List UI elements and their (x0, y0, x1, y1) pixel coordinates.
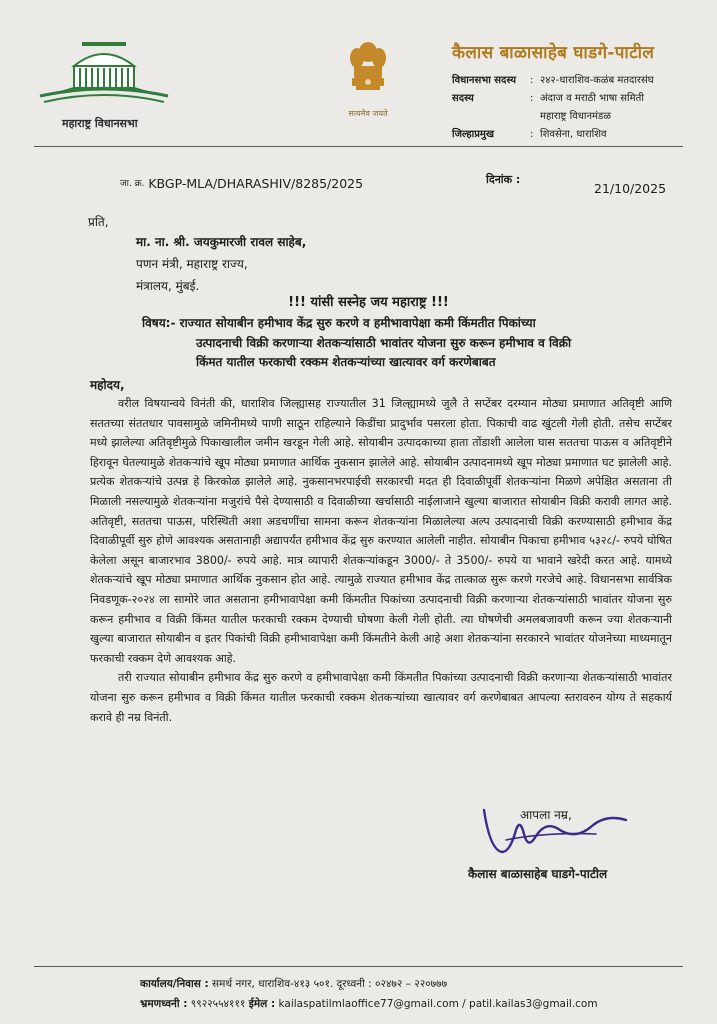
meta-key (452, 108, 530, 126)
greeting: !!! यांसी सस्नेह जय महाराष्ट्र !!! (288, 295, 449, 310)
meta-sep (530, 108, 540, 126)
subject-line-3: किंमत यातील फरकाची रक्कम शेतकऱ्यांच्या खात्यावर वर्ग करणेबाबत (196, 355, 496, 369)
meta-value: अंदाज व मराठी भाषा समिती (540, 93, 644, 104)
subject-block (142, 314, 662, 373)
addressee-designation: पणन मंत्री, महाराष्ट्र राज्य, (136, 257, 248, 271)
sender-name: कैलास बाळासाहेब घाडगे-पाटील (452, 43, 655, 63)
meta-row (452, 90, 654, 108)
reference-label: जा. क्र. (120, 179, 145, 189)
closing: आपला नम्र, (520, 808, 572, 822)
date-label: दिनांक : (486, 173, 521, 186)
to-label: प्रति, (88, 215, 109, 229)
meta-sep: : (530, 93, 534, 104)
office-label: कार्यालय/निवास : (140, 978, 209, 990)
meta-row (452, 126, 654, 144)
date-value: 21/10/2025 (594, 181, 667, 196)
signer-name: कैलास बाळासाहेब घाडगे-पाटील (468, 867, 608, 881)
footer-divider (34, 966, 683, 967)
addressee-block (136, 231, 306, 297)
footer-contact-row (140, 994, 598, 1014)
handwritten-signature (476, 790, 636, 864)
footer-office-row (140, 974, 598, 994)
mobile-label: भ्रमणध्वनी : (140, 998, 188, 1010)
subject-line-1: राज्यात सोयाबीन हमीभाव केंद्र सुरु करणे व हमीभावापेक्षा कमी किंमतीत पिकांच्या (179, 316, 536, 330)
vidhan-bhavan-icon (34, 38, 174, 118)
body-paragraph-2: तरी राज्यात सोयाबीन हमीभाव केंद्र सुरु करणे व हमीभावापेक्षा कमी किंमतीत पिकांच्या उत्पादनाची विक्री करणाऱ्या शेतकऱ्यांसाठी भावांतर योजना सुरु करून हमीभाव व विक्री किंमत यातील फरकाची रक्कम शेतकऱ्यांच्या खात्यावर वर्ग करणेबाबत आपल्या स्तरावरुन योग्य ते सहकार्य करावे ही नम्र विनंती. (90, 671, 672, 724)
meta-row (452, 72, 654, 90)
emblem-motto: सत्यमेव जयते (348, 109, 388, 118)
sender-meta (452, 72, 654, 144)
subject-line-2: उत्पादनाची विक्री करणाऱ्या शेतकऱ्यांसाठी भावांतर योजना सुरु करून हमीभाव व विक्री (196, 335, 572, 350)
letter-body (90, 394, 672, 727)
meta-value: २४२-धाराशिव-कळंब मतदारसंघ (540, 75, 654, 86)
header-divider (34, 146, 683, 147)
meta-sep: : (530, 129, 534, 140)
addressee-location: मंत्रालय, मुंबई. (136, 279, 200, 293)
reference-value: KBGP-MLA/DHARASHIV/8285/2025 (148, 176, 364, 191)
reference-number (120, 176, 363, 191)
meta-value: महाराष्ट्र विधानमंडळ (540, 111, 611, 122)
meta-row (452, 108, 654, 126)
meta-sep: : (530, 75, 534, 86)
subject-label: विषय:- (142, 316, 176, 330)
office-value: समर्थ नगर, धाराशिव-४१३ ५०१. दूरध्वनी : ०२४७२ – २२०७७७ (212, 978, 448, 990)
email-label: ईमेल : (248, 998, 276, 1010)
body-paragraph-1: वरील विषयान्वये विनंती की, धाराशिव जिल्ह्यासह राज्यातील 31 जिल्ह्यामध्ये जुलै ते सप्टेंबर दरम्यान मोठ्या प्रमाणात अतिवृष्टी आणि सततच्या संततधार पावसामुळे जमिनीमध्ये पाणी साठून राहिल्याने किडींचा प्रादुर्भाव पसरला होता. पिकाची वाढ खुंटली गेली होती. तसेच सप्टेंबर मध्ये झालेल्या अतिवृष्टीमुळे पिकाखालील जमीन खरडून गेली आहे. सोयाबीन उत्पादकाच्या हाता तोंडाशी आलेला घास सततचा पाऊस व अतिवृष्टीने हिरावून घेतल्यामुळे शेतकऱ्यांचे खूप मोठ्या प्रमाणात आर्थिक नुकसान झालेले आहे. सोयाबीन उत्पादनामध्ये खूप मोठ्या प्रमाणात घट झालेली आहे. प्रत्येक शेतकऱ्यांचे उत्पन्न हे किरकोळ झालेले आहे. नुकसानभरपाईची सरकारची मदत ही दिवाळीपूर्वी शेतकऱ्यांना मिळणे अपेक्षित असताना ती मिळाली नसल्यामुळे शेतकऱ्यांना मजुरांचे पैसे देण्यासाठी व दिवाळीच्या खर्चासाठी नाईलाजाने खुल्या बाजारात सोयाबीन विक्री करावी लागत आहे. अतिवृष्टी, सततचा पाऊस, परिस्थिती अशा अडचणींचा सामना करून शेतकऱ्यांना मिळालेल्या अल्प उत्पादनाची विक्री करण्यासाठी हमीभाव केंद्र दिवाळीपूर्वी सुरु होणे आवश्यक असतानाही अद्यापर्यंत हमीभाव केंद्र सुरु करण्यात आलेली नाहीत. सोयाबीन पिकाचा हमीभाव ५३२८/- रुपये घोषित केलेला असून बाजारभाव 3800/- रुपये आहे. मात्र व्यापारी शेतकऱ्यांकडून 3000/- ते 3500/- रुपये या भावाने खरेदी करत आहे. यामध्ये शेतकऱ्यांचे खूप मोठ्या प्रमाणात आर्थिक नुकसान होत आहे. त्यामुळे राज्यात हमीभाव केंद्र तात्काळ सुरू करणे गरजेचे आहे. विधानसभा सार्वत्रिक निवडणूक-२०२४ ला सामोरे जात असताना हमीभावापेक्षा कमी किंमतीत पिकांच्या उत्पादनाची विक्री करणाऱ्या शेतकऱ्यांसाठी भावांतर योजना सुरु करून हमीभाव व विक्री किंमत यातील फरकाची रक्कम देण्याची घोषणा केली गेली होती. त्या घोषणेची अमलबजावणी करून ज्या शेतकऱ्यानी खुल्या बाजारात सोयाबीन व इतर पिकांची विक्री हमीभावापेक्षा कमी किंमतीने केली आहे अशा शेतकऱ्यांना सरकारने भावांतर योजनेच्या माध्यमातून फरकाची रक्कम देणे आवश्यक आहे. (90, 397, 672, 665)
meta-key: विधानसभा सदस्य (452, 75, 517, 86)
mobile-value: ९९२२५५४१११ (190, 998, 246, 1010)
addressee-name: मा. ना. श्री. जयकुमारजी रावल साहेब, (136, 235, 307, 249)
email-value: kailaspatilmlaoffice77@gmail.com / patil.kailas3@gmail.com (278, 998, 598, 1010)
ashoka-emblem-icon (344, 40, 392, 106)
footer (140, 974, 598, 1014)
meta-value: शिवसेना, धाराशिव (540, 129, 607, 140)
meta-key: सदस्य (452, 93, 474, 104)
vidhansabha-logo (34, 38, 174, 134)
assembly-name: महाराष्ट्र विधानसभा (62, 117, 138, 130)
national-emblem (338, 40, 398, 126)
meta-key: जिल्हाप्रमुख (452, 129, 495, 140)
salutation: महोदय, (90, 378, 125, 392)
